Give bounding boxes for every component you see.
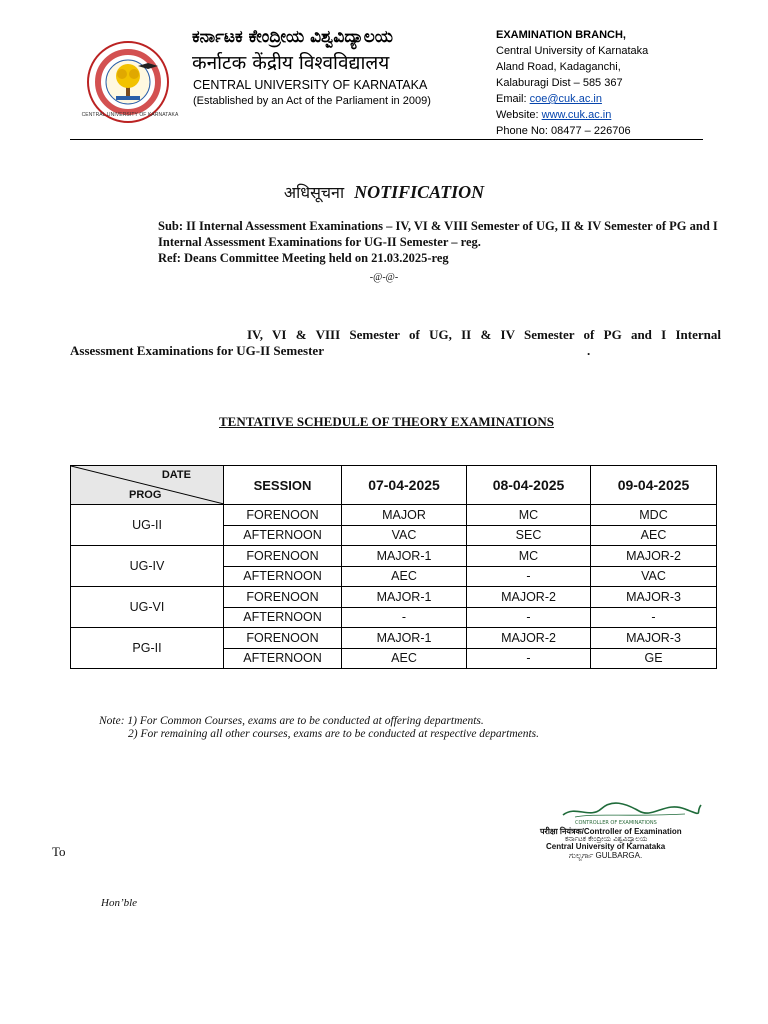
branch-line: Central University of Karnataka [496,45,649,57]
date-header: 07-04-2025 [342,466,467,505]
branch-website [496,107,648,123]
email-link[interactable]: coe@cuk.ac.in [529,93,602,105]
exam-cell: MAJOR-3 [591,587,717,608]
exam-cell: MAJOR-1 [342,628,467,649]
established-note: (Established by an Act of the Parliament in 2009) [193,95,431,107]
session-cell: FORENOON [224,628,342,649]
notification-title-hindi: अधिसूचना [283,183,345,202]
session-cell: FORENOON [224,546,342,567]
branch-line: Aland Road, Kadaganchi, [496,61,621,73]
session-header: SESSION [224,466,342,505]
exam-cell: AEC [591,525,717,546]
exam-cell: AEC [342,566,467,587]
exam-cell: GE [591,648,717,669]
exam-cell: AEC [342,648,467,669]
exam-cell: MAJOR-1 [342,546,467,567]
program-cell: UG-VI [71,587,224,628]
branch-address [496,27,648,139]
honble-label: Hon’ble [101,897,138,909]
exam-cell: MC [467,546,591,567]
program-cell: PG-II [71,628,224,669]
email-label: Email: [496,93,530,105]
exam-cell: - [467,648,591,669]
reference-line: Ref: Deans Committee Meeting held on 21.03.2025-reg [158,251,449,265]
subject-line: Sub: II Internal Assessment Examinations – IV, VI & VIII Semester of UG, II & IV Semester of PG and I Internal Assessment Examinations for UG-II Semester – reg. [158,219,718,249]
signature-line-kannada: ಕರ್ನಾಟಕ ಕೇಂದ್ರೀಯ ವಿಶ್ವವಿದ್ಯಾಲಯ [565,835,648,843]
branch-email [496,91,648,107]
schedule-title [0,414,768,430]
exam-cell: MAJOR-2 [467,628,591,649]
corner-date-label: DATE [161,469,191,481]
exam-cell: MAJOR-2 [467,587,591,608]
table-header-row [71,466,717,505]
table-row [71,587,717,608]
university-name-english: CENTRAL UNIVERSITY OF KARNATAKA [193,78,428,92]
date-header: 09-04-2025 [591,466,717,505]
exam-cell: VAC [591,566,717,587]
session-cell: AFTERNOON [224,525,342,546]
exam-cell: MAJOR [342,505,467,526]
corner-header [71,466,224,505]
subject-block [158,218,718,266]
exam-cell: SEC [467,525,591,546]
note-line: Note: 1) For Common Courses, exams are to be conducted at offering departments. [99,715,484,727]
program-cell: UG-IV [71,546,224,587]
exam-cell: MC [467,505,591,526]
body-text-line: Assessment Examinations for UG-II Semester [70,343,324,358]
exam-cell: MAJOR-1 [342,587,467,608]
table-row [71,505,717,526]
website-label: Website: [496,109,542,121]
separator: -@-@- [369,272,399,283]
schedule-table [70,465,717,669]
exam-cell: VAC [342,525,467,546]
exam-cell: - [467,607,591,628]
header-divider [70,139,703,140]
branch-line: Kalaburagi Dist – 585 367 [496,77,623,89]
session-cell: AFTERNOON [224,607,342,628]
website-link[interactable]: www.cuk.ac.in [541,109,612,121]
to-label: To [52,844,66,859]
session-cell: AFTERNOON [224,566,342,587]
svg-text:CONTROLLER OF EXAMINATIONS: CONTROLLER OF EXAMINATIONS [575,820,657,826]
exam-cell: - [591,607,717,628]
signature-city: ಗುಲ್ಬರ್ಗಾ GULBARGA. [569,851,643,860]
schedule-title-text: TENTATIVE SCHEDULE OF THEORY EXAMINATIONS [219,414,554,429]
exam-cell: MDC [591,505,717,526]
logo-caption: CENTRAL UNIVERSITY OF KARNATAKA [81,112,179,118]
body-text-dot: . [587,343,591,358]
university-name-hindi: कर्नाटक केंद्रीय विश्वविद्यालय [192,52,390,74]
branch-phone: Phone No: 08477 – 226706 [496,125,631,137]
session-cell: AFTERNOON [224,648,342,669]
notification-title-english: NOTIFICATION [354,182,485,202]
table-row [71,546,717,567]
signature-title: परीक्षा नियंत्रक/Controller of Examination [540,827,682,836]
table-row [71,628,717,649]
notification-title [0,181,768,203]
corner-prog-label: PROG [129,489,162,501]
date-header: 08-04-2025 [467,466,591,505]
signature-university: Central University of Karnataka [546,842,666,851]
session-cell: FORENOON [224,587,342,608]
program-cell: UG-II [71,505,224,546]
university-name-kannada: ಕರ್ನಾಟಕ ಕೇಂದ್ರೀಯ ವಿಶ್ವವಿದ್ಯಾಲಯ [192,27,393,47]
exam-cell: MAJOR-2 [591,546,717,567]
exam-cell: - [342,607,467,628]
note-line: 2) For remaining all other courses, exams are to be conducted at respective departments. [128,728,540,740]
exam-cell: MAJOR-3 [591,628,717,649]
session-cell: FORENOON [224,505,342,526]
branch-title: EXAMINATION BRANCH, [496,29,626,41]
exam-cell: - [467,566,591,587]
body-text-line: IV, VI & VIII Semester of UG, II & IV Semester of PG and I Internal [247,327,721,342]
